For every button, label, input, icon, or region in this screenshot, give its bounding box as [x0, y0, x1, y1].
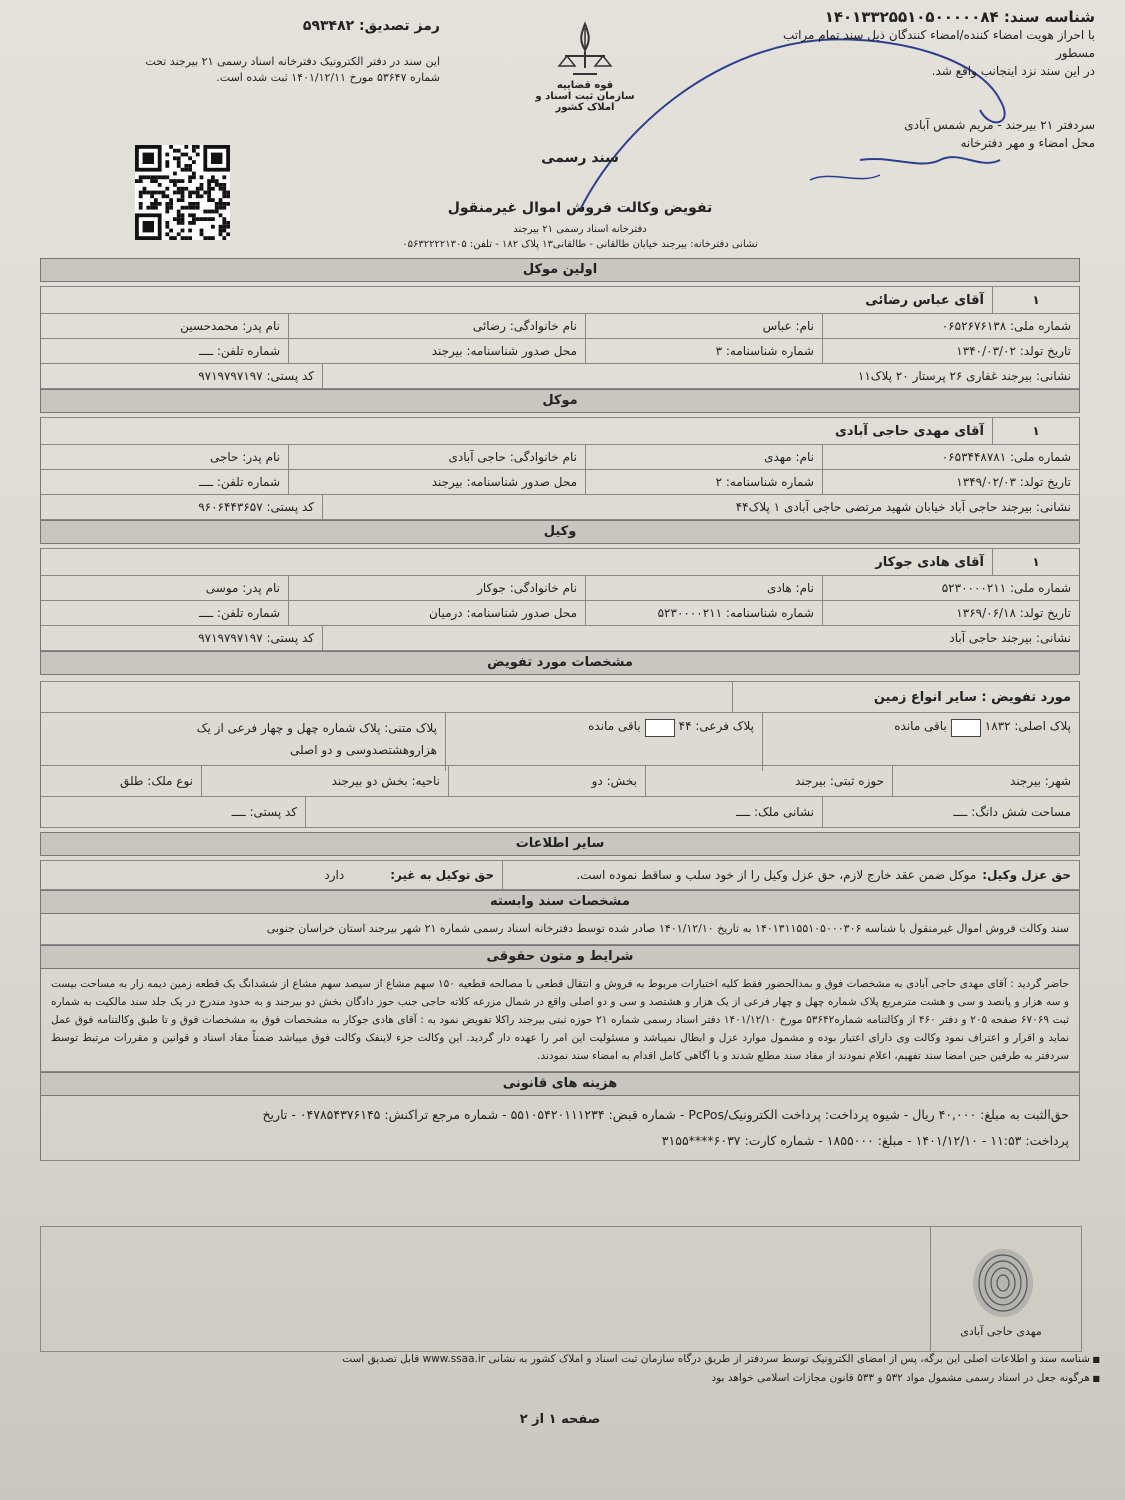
birth-date: تاریخ تولد: ۱۳۶۹/۰۶/۱۸ [822, 601, 1079, 625]
property-postal-code: کد پستی: ــــ [231, 805, 297, 819]
signer-name: مهدی حاجی آبادی [960, 1325, 1042, 1338]
registry-area: حوزه ثبتی: بیرجند [645, 766, 892, 796]
organization-name [520, 80, 650, 113]
footnote-2: ■ هرگونه جعل در اسناد رسمی مشمول مواد ۵۳۲ و ۵۳۳ قانون مجازات اسلامی خواهد بود [40, 1369, 1100, 1388]
phone-number: شماره تلفن: ــــ [199, 344, 280, 358]
registration-note-2: شماره ۵۳۶۴۷ مورخ ۱۴۰۱/۱۲/۱۱ ثبت شده است. [216, 71, 440, 84]
terms-section [40, 969, 1080, 1072]
related-doc-band: مشخصات سند وابسته [40, 890, 1080, 914]
footnotes [40, 1350, 1100, 1388]
deed-form [40, 258, 1080, 1161]
subject-type-spacer [41, 682, 732, 712]
id-number: شماره شناسنامه: ۵۲۳۰۰۰۰۲۱۱ [585, 601, 822, 625]
header-left-block [120, 18, 440, 86]
signature-area [40, 1226, 1082, 1352]
first-principal-band: اولین موکل [40, 258, 1080, 282]
national-id: شماره ملی: ۰۶۵۲۶۷۶۱۳۸ [822, 314, 1079, 338]
city: شهر: بیرجند [892, 766, 1079, 796]
sub-plate-remaining-label: باقی مانده [588, 719, 641, 733]
party-full-name: آقای هادی جوکار [875, 554, 984, 570]
delegation-right [41, 861, 502, 889]
last-name: نام خانوادگی: حاجی آبادی [288, 445, 585, 469]
birth-date: تاریخ تولد: ۱۳۴۹/۰۲/۰۳ [822, 470, 1079, 494]
postal-code: کد پستی: ۹۶۰۶۴۴۳۶۵۷ [198, 500, 314, 514]
subject-band: مشخصات مورد تفویض [40, 651, 1080, 675]
subject-type: مورد تفویض : سایر انواع زمین [732, 682, 1079, 712]
notary-line: سردفتر ۲۱ بیرجند - مریم شمس آبادی [904, 118, 1095, 132]
postal-code: کد پستی: ۹۷۱۹۷۹۷۱۹۷ [198, 631, 314, 645]
main-plate-remaining-checkbox [951, 719, 981, 737]
iran-emblem-icon [545, 20, 625, 80]
thumbprint-box [930, 1227, 1081, 1351]
related-doc-text: سند وکالت فروش اموال غیرمنقول با شناسه ۱۴۰۱۳۱۱۵۵۱۰۵۰۰۰۳۰۶ به تاریخ ۱۴۰۱/۱۲/۱۰ صادر شده توسط دفترخانه اسناد رسمی شماره ۲۱ شهر بیرجند استان خراسان جنوبی [41, 914, 1079, 945]
judiciary-label: قوه قضاییه [556, 80, 614, 91]
verification-code: رمز تصدیق: ۵۹۳۴۸۲ [302, 18, 440, 34]
issue-place: محل صدور شناسنامه: بیرجند [288, 470, 585, 494]
sub-plate-remaining-checkbox [645, 719, 675, 737]
fees-text [41, 1096, 1079, 1161]
issue-place: محل صدور شناسنامه: بیرجند [288, 339, 585, 363]
party-full-name: آقای عباس رضائی [865, 292, 984, 308]
other-info-band: سایر اطلاعات [40, 832, 1080, 856]
main-plate: پلاک اصلی: ۱۸۳۲ [984, 719, 1071, 733]
postal-code: کد پستی: ۹۷۱۹۷۹۷۱۹۷ [198, 369, 314, 383]
delegation-label: حق توکیل به غیر: [390, 868, 494, 882]
party-index: ۱ [992, 418, 1079, 444]
phone-number: شماره تلفن: ــــ [199, 475, 280, 489]
district: ناحیه: بخش دو بیرجند [201, 766, 448, 796]
first-principal-section [40, 286, 1080, 389]
main-plate-cell [762, 713, 1079, 771]
principal-band: موکل [40, 389, 1080, 413]
section: بخش: دو [448, 766, 645, 796]
father-name: نام پدر: حاجی [209, 450, 280, 464]
related-doc-section [40, 914, 1080, 945]
birth-date: تاریخ تولد: ۱۳۴۰/۰۳/۰۲ [822, 339, 1079, 363]
last-name: نام خانوادگی: رضائی [288, 314, 585, 338]
notice-line-2: در این سند نزد اینجانب واقع شد. [931, 64, 1095, 78]
national-id: شماره ملی: ۵۲۳۰۰۰۰۲۱۱ [822, 576, 1079, 600]
footnote-1: ■ شناسه سند و اطلاعات اصلی این برگه، پس از امضای الکترونیک توسط سردفتر از طریق درگاه سازمان ثبت اسناد و املاک کشور به نشانی www.ssaa.ir قابل تصدیق است [40, 1350, 1100, 1369]
fees-line-1: حق‌الثبت به مبلغ: ۴۰,۰۰۰ ریال - شیوه پرداخت: پرداخت الکترونیک/PcPos - شماره قبض: ۵۵۱۰۵۴۲۰۱۱۱۲۳۴ - شماره مرجع تراکنش: ۰۴۷۸۵۴۳۷۶۱۴۵ - تاریخ [262, 1107, 1069, 1122]
text-plate-cell [41, 713, 445, 769]
attorney-band: وکیل [40, 520, 1080, 544]
dismissal-label: حق عزل وکیل: [982, 868, 1071, 882]
terms-text: حاضر گردید : آقای مهدی حاجی آبادی به مشخصات فوق و بمدالحضور فقط کلیه اختیارات مربوط به فروش و انتقال قطعی با مصالحه قطعیه ۱۵۰ سهم مشاع از سیصد سهم مشاع از ششدانگ یک قطعه زمین دیمه زار به مساحت بیست و سه هزار و پانصد و سی و هشت مترمربع پلاک شماره چهل و چهار فرعی از یک هزار و هشتصد و سی و دو اصلی واقع در شمال مزرعه کلاته حاجی جنب حوز دادگان بخش دو بیرجند و به حدود مندرج در یک جلد سند مالکیت به شماره ثبت ۶۷۰۶۹ صفحه ۲۰۵ و دفتر ۴۶۰ از وکالتنامه شماره۵۳۶۴۲ مورخ ۱۴۰۱/۱۲/۱۰ دفتر اسناد رسمی شماره ۲۱ حوزه ثبتی بیرجند راکلا تفویض نمود به : آقای هادی جوکار به مشخصات فوق به مشخصات فوق و تا طبق وکالتنامه فوق عمل نماید و اقرار و اعتراف نمود وکالت وی دارای اعتبار بوده و مشمول موارد عزل و ابطال نمیباشد و مسئولیت این امر را عهده دار گردید. این وکالت جزء لاینفک وکالت فوق میباشد ضمناً مفاد اسناد و قوانین و مقررات مرتبط توسط سردفتر به طرفین حین امضا سند تفهیم، اعلام نمودند از مفاد سند مطلع شدند و با آگاهی کامل اقدام به امضاء سند نمودند. [41, 969, 1079, 1072]
party-full-name: آقای مهدی حاجی آبادی [835, 423, 984, 439]
address: نشانی: بیرجند حاجی آباد خیابان شهید مرتضی حاجی آبادی ۱ پلاک۴۴ [322, 495, 1079, 519]
property-area: مساحت شش دانگ: ــــ [822, 797, 1079, 827]
father-name: نام پدر: محمدحسین [180, 319, 280, 333]
qr-code-icon [135, 145, 230, 240]
father-name: نام پدر: موسی [205, 581, 280, 595]
party-index: ۱ [992, 549, 1079, 575]
dismissal-text: موکل ضمن عقد خارج لازم، حق عزل وکیل را از خود سلب و ساقط نموده است. [576, 868, 977, 882]
fees-band: هزینه های قانونی [40, 1072, 1080, 1096]
sub-plate: پلاک فرعی: ۴۴ [678, 719, 754, 733]
text-plate-cont: هزاروهشتصدوسی و دو اصلی [290, 743, 437, 757]
first-name: نام: مهدی [585, 445, 822, 469]
delegation-text: دارد [324, 868, 345, 882]
notice-line-1: با احراز هویت امضاء کننده/امضاء کنندگان ذیل سند تمام مراتب مسطور [782, 28, 1095, 60]
fees-section [40, 1096, 1080, 1161]
subject-section [40, 681, 1080, 828]
dismissal-right [502, 861, 1079, 889]
address: نشانی: بیرجند حاجی آباد [322, 626, 1079, 650]
official-document-label: سند رسمی [541, 150, 619, 166]
office-address: نشانی دفترخانه: بیرجند خیابان طالقانی - طالقانی۱۳ پلاک ۱۸۲ - تلفن: ۰۵۶۳۲۲۲۲۱۳۰۵ [402, 239, 758, 250]
last-name: نام خانوادگی: جوکار [288, 576, 585, 600]
issue-place: محل صدور شناسنامه: درمیان [288, 601, 585, 625]
national-id: شماره ملی: ۰۶۵۳۴۴۸۷۸۱ [822, 445, 1079, 469]
phone-number: شماره تلفن: ــــ [199, 606, 280, 620]
main-plate-remaining-label: باقی مانده [894, 719, 947, 733]
document-title: تفویض وکالت فروش اموال غیرمنقول [447, 200, 713, 216]
attorney-section [40, 548, 1080, 651]
other-info-section [40, 860, 1080, 890]
fingerprint-icon [966, 1245, 1041, 1320]
property-address: نشانی ملک: ــــ [305, 797, 822, 827]
signature-place: محل امضاء و مهر دفترخانه [960, 136, 1095, 150]
party-index: ۱ [992, 287, 1079, 313]
organization-label: سازمان ثبت اسناد و املاک کشور [535, 91, 635, 113]
header-right-block [765, 8, 1095, 152]
page-number: صفحه ۱ از ۲ [519, 1412, 601, 1427]
ownership-type: نوع ملک: طلق [119, 774, 193, 788]
registration-note-1: این سند در دفتر الکترونیک دفترخانه اسناد رسمی ۲۱ بیرجند تحت [145, 55, 440, 68]
sub-plate-cell [445, 713, 762, 771]
fees-line-2: پرداخت: ۱۱:۵۳ - ۱۴۰۱/۱۲/۱۰ - مبلغ: ۱۸۵۵۰۰۰ - شماره کارت: ۶۰۳۷****۳۱۵۵ [661, 1133, 1069, 1148]
id-number: شماره شناسنامه: ۳ [585, 339, 822, 363]
first-name: نام: عباس [585, 314, 822, 338]
first-name: نام: هادی [585, 576, 822, 600]
principal-section [40, 417, 1080, 520]
terms-band: شرایط و متون حقوقی [40, 945, 1080, 969]
id-number: شماره شناسنامه: ۲ [585, 470, 822, 494]
office-name: دفترخانه اسناد رسمی ۲۱ بیرجند [513, 224, 647, 235]
address: نشانی: بیرجند غفاری ۲۶ پرستار ۲۰ پلاک۱۱ [322, 364, 1079, 388]
text-plate: پلاک متنی: پلاک شماره چهل و چهار فرعی از یک [196, 721, 437, 735]
document-id: شناسه سند: ۱۴۰۱۳۳۲۵۵۱۰۵۰۰۰۰۰۸۴ [824, 8, 1095, 26]
